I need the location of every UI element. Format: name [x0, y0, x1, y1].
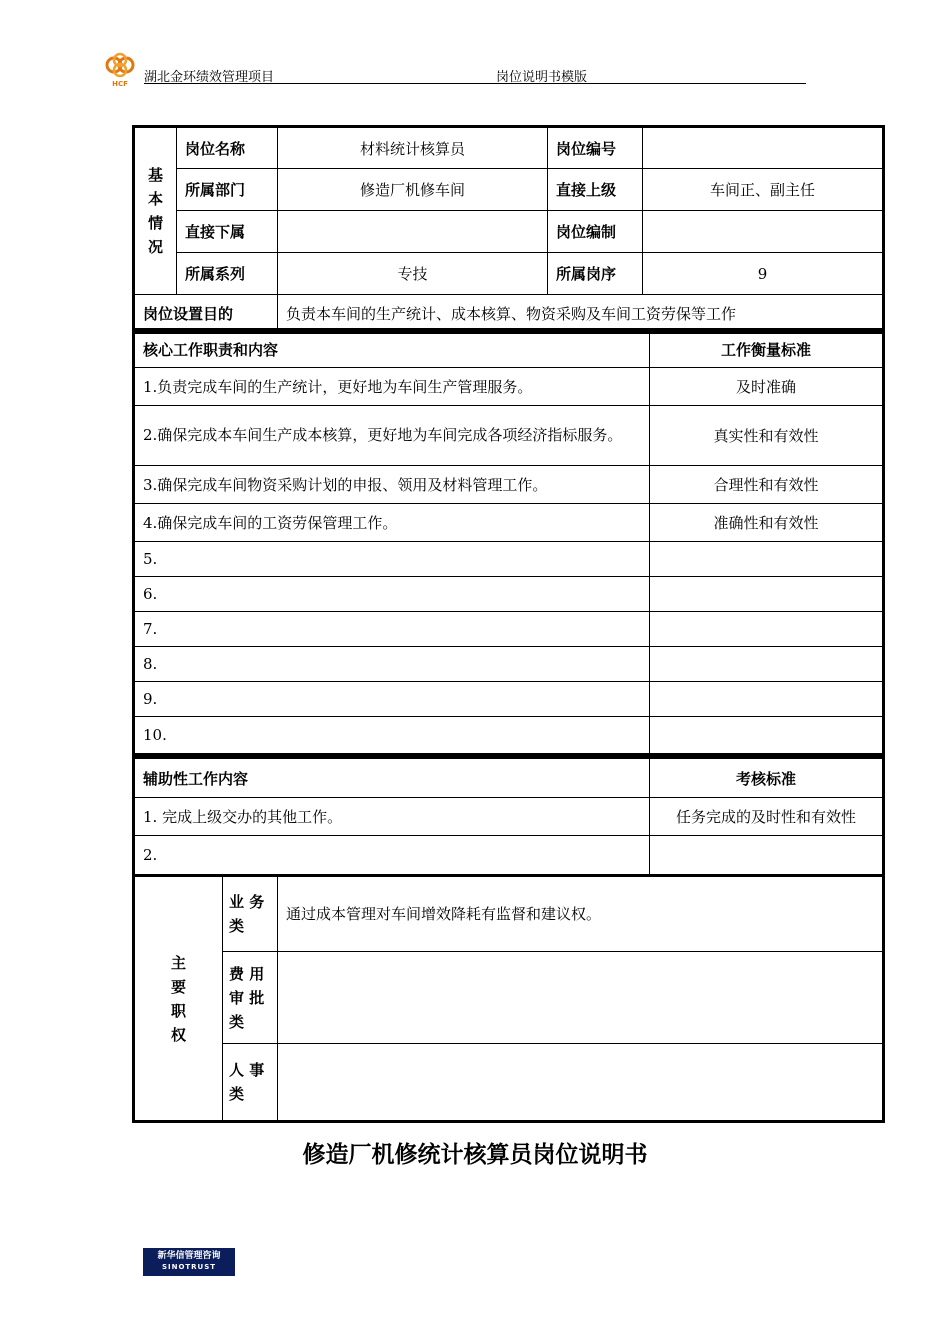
header-doc-type: 岗位说明书模版 [496, 70, 588, 85]
sinotrust-logo [143, 1248, 235, 1276]
table-row-standard [650, 612, 884, 647]
sinotrust-logo-line2: SINOTRUST [161, 1263, 217, 1271]
authority-category-personnel: 人 事 类 [223, 1044, 278, 1122]
table-row-standard [650, 717, 884, 755]
label-series: 所属系列 [177, 253, 278, 295]
table-row-standard: 及时准确 [650, 368, 884, 406]
header-project-name: 湖北金环绩效管理项目 [144, 70, 275, 85]
value-purpose: 负责本车间的生产统计、成本核算、物资采购及车间工资劳保等工作 [278, 295, 884, 333]
sinotrust-logo-line1: 新华信管理咨询 [157, 1251, 221, 1261]
table-row: 3.确保完成车间物资采购计划的申报、领用及材料管理工作。 [134, 466, 650, 504]
table-row: 1. 完成上级交办的其他工作。 [134, 798, 650, 836]
table-row: 2. [134, 836, 650, 876]
value-rank: 9 [643, 253, 884, 295]
authority-value-personnel [278, 1044, 884, 1122]
table-row-standard [650, 836, 884, 876]
table-row-standard: 真实性和有效性 [650, 406, 884, 466]
core-duties-table [132, 328, 885, 756]
table-row-standard [650, 577, 884, 612]
value-direct-superior: 车间正、副主任 [643, 169, 884, 211]
table-row: 7. [134, 612, 650, 647]
value-headcount [643, 211, 884, 253]
label-headcount: 岗位编制 [548, 211, 643, 253]
table-row-standard [650, 647, 884, 682]
value-position-name: 材料统计核算员 [278, 127, 548, 169]
authority-category-business: 业 务 类 [223, 876, 278, 952]
table-row: 6. [134, 577, 650, 612]
value-department: 修造厂机修车间 [278, 169, 548, 211]
table-row-standard: 任务完成的及时性和有效性 [650, 798, 884, 836]
table-row: 8. [134, 647, 650, 682]
table-row: 2.确保完成本车间生产成本核算，更好地为车间完成各项经济指标服务。 [134, 406, 650, 466]
table-row: 5. [134, 542, 650, 577]
value-position-code [643, 127, 884, 169]
label-direct-superior: 直接上级 [548, 169, 643, 211]
aux-header-content: 辅助性工作内容 [134, 758, 650, 798]
authority-table [132, 874, 885, 1123]
authority-section-label: 主 要 职 权 [134, 876, 223, 1122]
authority-value-expense [278, 952, 884, 1044]
table-row: 9. [134, 682, 650, 717]
table-row: 10. [134, 717, 650, 755]
authority-value-business: 通过成本管理对车间增效降耗有监督和建议权。 [278, 876, 884, 952]
basic-section-label: 基 本 情 况 [134, 127, 177, 295]
aux-duties-table [132, 756, 885, 877]
core-header-standard: 工作衡量标准 [650, 330, 884, 368]
header-rule [144, 83, 806, 84]
table-row-standard: 合理性和有效性 [650, 466, 884, 504]
table-row: 4.确保完成车间的工资劳保管理工作。 [134, 504, 650, 542]
svg-text:HCF: HCF [112, 80, 128, 88]
label-position-name: 岗位名称 [177, 127, 278, 169]
label-rank: 所属岗序 [548, 253, 643, 295]
value-series: 专技 [278, 253, 548, 295]
label-position-code: 岗位编号 [548, 127, 643, 169]
hcf-logo-icon [100, 52, 140, 88]
aux-header-standard: 考核标准 [650, 758, 884, 798]
table-row-standard [650, 542, 884, 577]
label-department: 所属部门 [177, 169, 278, 211]
basic-info-table [132, 125, 885, 334]
table-row: 1.负责完成车间的生产统计，更好地为车间生产管理服务。 [134, 368, 650, 406]
label-purpose: 岗位设置目的 [134, 295, 278, 333]
document-title: 修造厂机修统计核算员岗位说明书 [302, 1142, 648, 1168]
label-direct-subordinate: 直接下属 [177, 211, 278, 253]
page-header [100, 52, 806, 86]
authority-category-expense: 费 用 审 批 类 [223, 952, 278, 1044]
table-row-standard: 准确性和有效性 [650, 504, 884, 542]
table-row-standard [650, 682, 884, 717]
value-direct-subordinate [278, 211, 548, 253]
core-header-content: 核心工作职责和内容 [134, 330, 650, 368]
